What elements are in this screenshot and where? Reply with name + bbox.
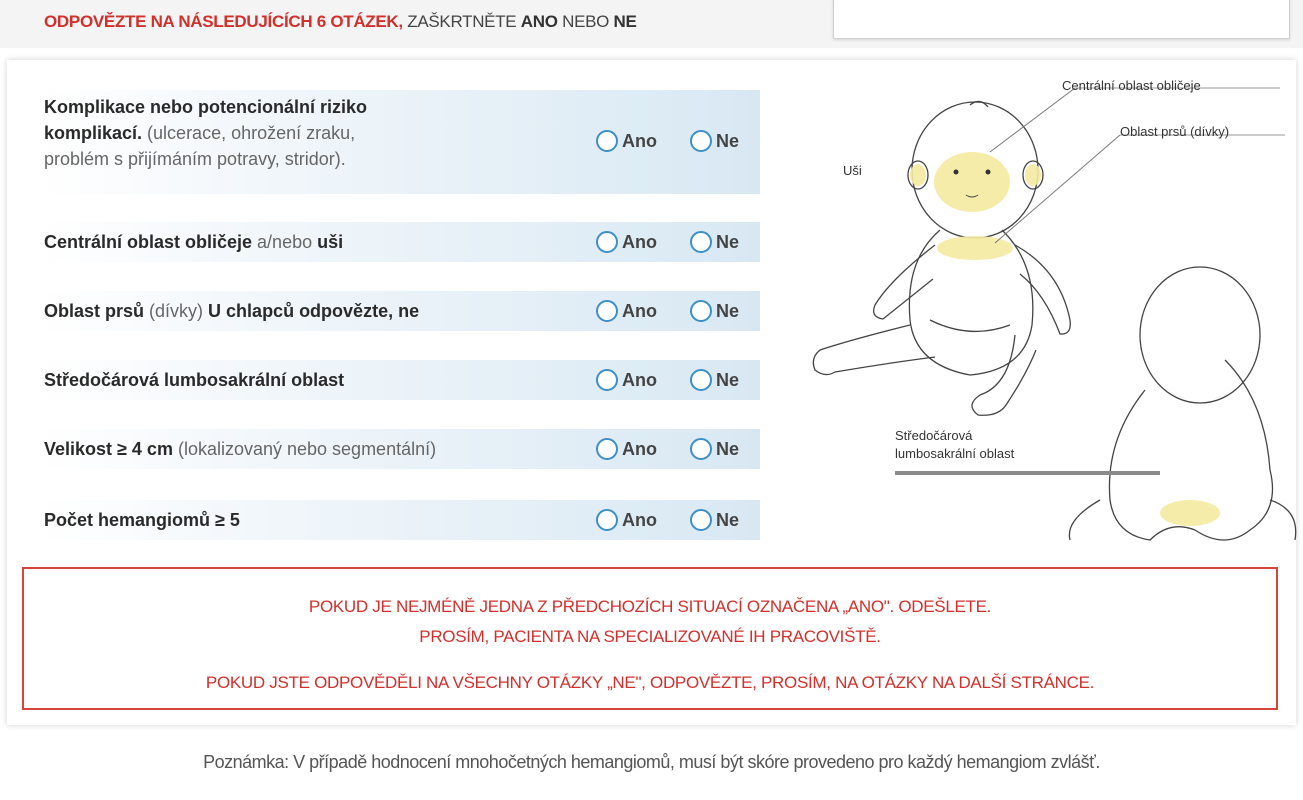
radio-icon[interactable] <box>690 438 712 460</box>
q5-no-option[interactable]: Ne <box>690 438 739 460</box>
q6-no-option[interactable]: Ne <box>690 509 739 531</box>
baby-right-arm <box>1015 245 1070 334</box>
q6-yes-option[interactable]: Ano <box>596 509 657 531</box>
q2-no-option[interactable]: Ne <box>690 231 739 253</box>
face-highlight <box>934 152 1010 212</box>
radio-icon[interactable] <box>596 300 618 322</box>
radio-icon[interactable] <box>596 509 618 531</box>
instruction-header: ODPOVĚZTE NA NÁSLEDUJÍCÍCH 6 OTÁZEK, ZAŠKRTNĚTE ANO NEBO NE <box>44 12 637 31</box>
q3-yes-option[interactable]: Ano <box>596 300 657 322</box>
q3-no-option[interactable]: Ne <box>690 300 739 322</box>
label-central-face: Centrální oblast obličeje <box>1062 78 1201 93</box>
question-1-text: Komplikace nebo potencionální riziko komplikací. (ulcerace, ohrožení zraku, problém s přijímáním potravy, stridor). <box>44 97 368 169</box>
question-row-4 <box>40 360 760 400</box>
question-row-5 <box>40 429 760 469</box>
q1-no-option[interactable]: Ne <box>690 130 739 152</box>
label-breast-area: Oblast prsů (dívky) <box>1120 124 1230 139</box>
lumbo-highlight <box>1160 500 1220 526</box>
radio-icon[interactable] <box>690 231 712 253</box>
q5-yes-option[interactable]: Ano <box>596 438 657 460</box>
q2-yes-option[interactable]: Ano <box>596 231 657 253</box>
radio-icon[interactable] <box>690 369 712 391</box>
question-row-2 <box>40 222 760 262</box>
baby-right-leg <box>972 335 1036 415</box>
label-ears: Uši <box>843 163 862 178</box>
breast-highlight <box>937 236 1013 260</box>
breast-leader-line <box>995 135 1120 243</box>
baby-left-arm <box>874 245 935 319</box>
referral-warning-box <box>22 567 1278 710</box>
label-lumbosacral-1: Středočárová <box>895 428 973 443</box>
q1-yes-option[interactable]: Ano <box>596 130 657 152</box>
ear-highlight-left <box>910 164 926 186</box>
baby-right-eye <box>986 170 991 175</box>
question-5-text: Velikost ≥ 4 cm (lokalizovaný nebo segmentální) <box>44 439 437 459</box>
radio-icon[interactable] <box>596 130 618 152</box>
warning-line-1: POKUD JE NEJMÉNĚ JEDNA Z PŘEDCHOZÍCH SITUACÍ OZNAČENA „ANO". ODEŠLETE. <box>308 597 992 616</box>
question-6-text: Počet hemangiomů ≥ 5 <box>44 510 240 530</box>
baby-left-eye <box>954 170 959 175</box>
radio-icon[interactable] <box>690 130 712 152</box>
footnote: Poznámka: V případě hodnocení mnohočetných hemangiomů, musí být skóre provedeno pro každý hemangiom zvlášť. <box>203 752 1100 772</box>
label-lumbosacral-2: lumbosakrální oblast <box>895 446 1015 461</box>
baby-diaper <box>930 320 1010 331</box>
ear-highlight-right <box>1025 164 1041 186</box>
question-row-1 <box>40 90 760 194</box>
question-2-text: Centrální oblast obličeje a/nebo uši <box>44 232 344 252</box>
radio-icon[interactable] <box>690 300 712 322</box>
question-row-3 <box>40 291 760 331</box>
radio-icon[interactable] <box>596 231 618 253</box>
question-row-6 <box>40 500 760 540</box>
warning-line-2: PROSÍM, PACIENTA NA SPECIALIZOVANÉ IH PRACOVIŠTĚ. <box>419 627 881 646</box>
question-4-text: Středočárová lumbosakrální oblast <box>44 370 345 390</box>
back-baby-head <box>1140 267 1260 403</box>
radio-icon[interactable] <box>596 369 618 391</box>
q4-no-option[interactable]: Ne <box>690 369 739 391</box>
radio-icon[interactable] <box>690 509 712 531</box>
warning-line-3: POKUD JSTE ODPOVĚDĚLI NA VŠECHNY OTÁZKY „NE", ODPOVĚZTE, PROSÍM, NA OTÁZKY NA DALŠÍ STRÁNCE. <box>205 673 1095 692</box>
question-3-text: Oblast prsů (dívky) U chlapců odpovězte, ne <box>44 301 420 321</box>
radio-icon[interactable] <box>596 438 618 460</box>
q4-yes-option[interactable]: Ano <box>596 369 657 391</box>
baby-left-leg <box>813 325 935 375</box>
header-input-box[interactable] <box>833 0 1290 39</box>
